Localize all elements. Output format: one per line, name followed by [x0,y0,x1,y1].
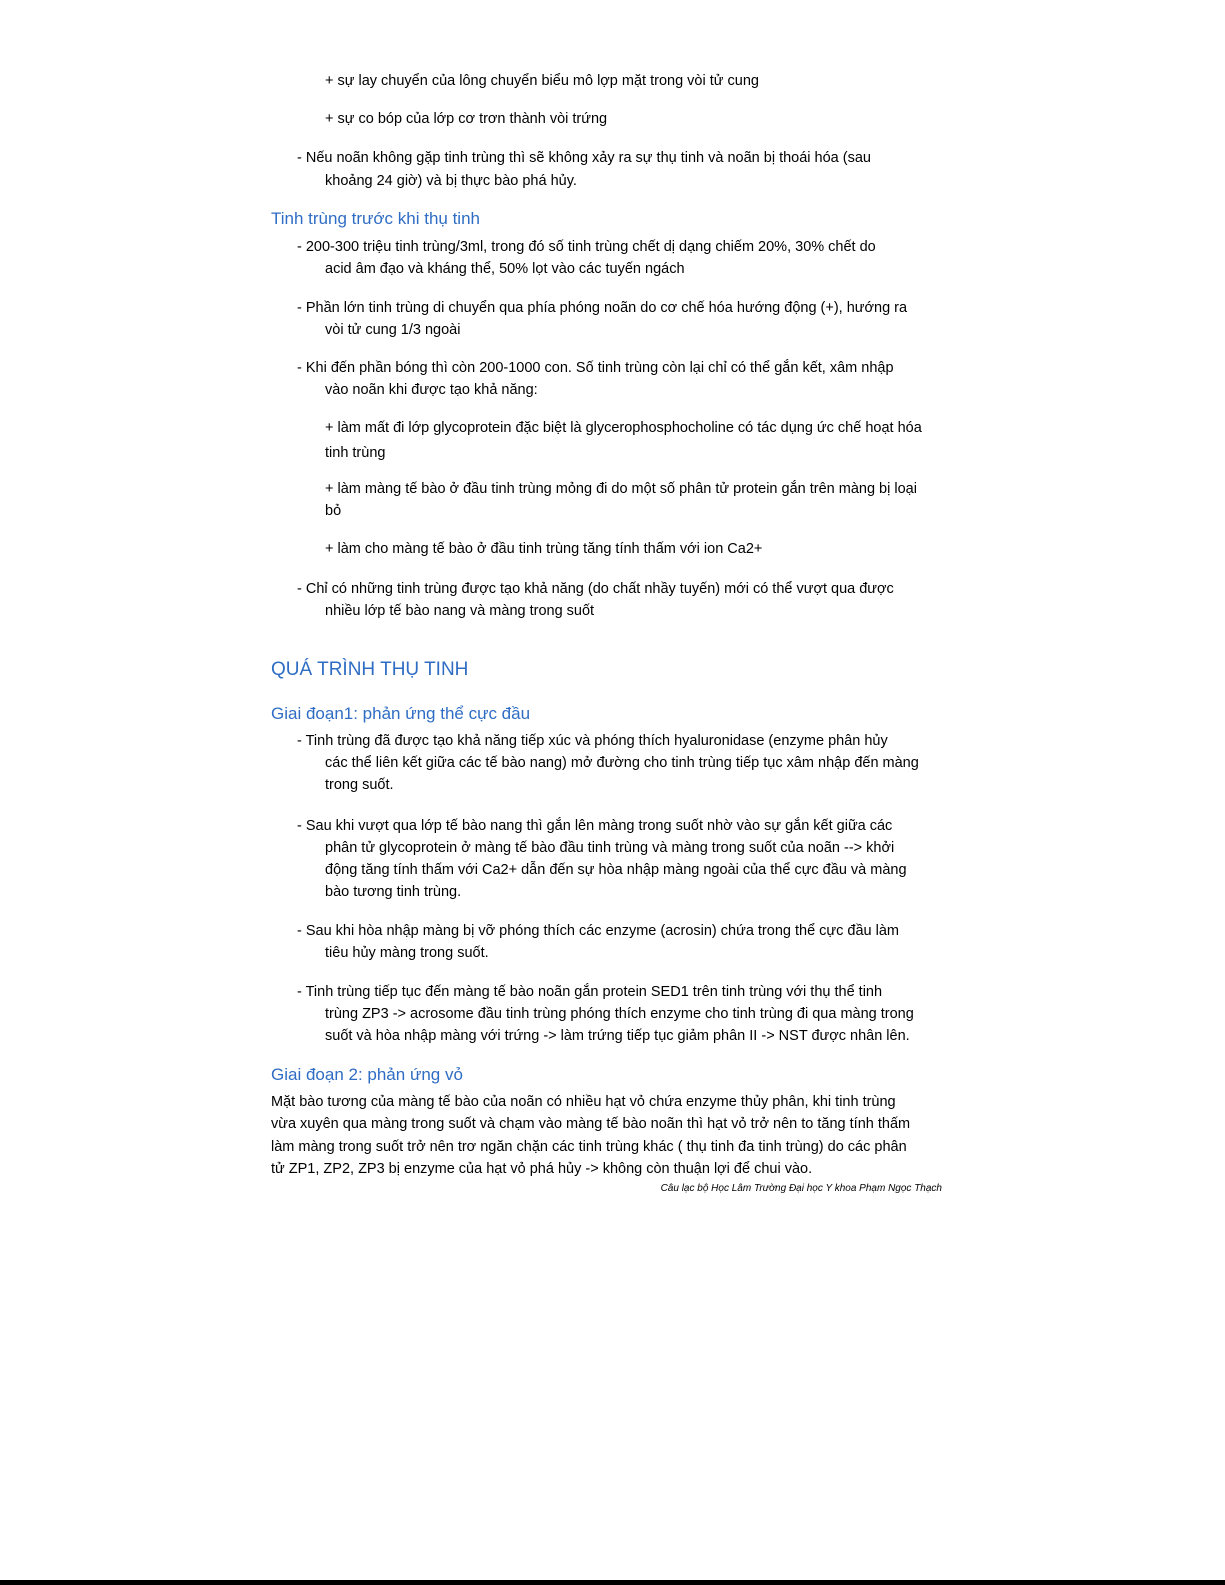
bullet-hyaluronidase-line3: trong suốt. [325,777,394,793]
bullet-sperm-count-line2: acid âm đạo và kháng thể, 50% lọt vào các tuyến ngách [325,261,685,277]
bottom-edge-bar [0,1580,1225,1585]
bullet-sperm-count-line1: - 200-300 triệu tinh trùng/3ml, trong đó số tinh trùng chết dị dạng chiếm 20%, 30% chết do [297,239,876,255]
bullet-hyaluronidase-line2: các thể liên kết giữa các tế bào nang) mở đường cho tinh trùng tiếp tục xâm nhập đến màng [325,755,919,771]
bullet-sed1-line1: - Tinh trùng tiếp tục đến màng tế bào noãn gắn protein SED1 trên tinh trùng với thụ thể tinh [297,984,883,1000]
sub-item-calcium: + làm cho màng tế bào ở đầu tinh trùng tăng tính thấm với ion Ca2+ [325,541,763,557]
bullet-capacitated-only-line1: - Chỉ có những tinh trùng được tạo khả năng (do chất nhầy tuyến) mới có thể vượt qua được [297,581,894,597]
bullet-zona-binding-line1: - Sau khi vượt qua lớp tế bào nang thì gắn lên màng trong suốt nhờ vào sự gắn kết giữa các [297,818,893,834]
bullet-zona-binding-line2: phân tử glycoprotein ở màng tế bào đầu tinh trùng và màng trong suốt của noãn --> khởi [325,840,895,856]
heading-stage-2: Giai đoạn 2: phản ứng vỏ [271,1065,463,1084]
bullet-sed1-line3: suốt và hòa nhập màng với trứng -> làm trứng tiếp tục giảm phân II -> NST được nhân lên. [325,1028,910,1044]
bullet-no-fertilization-line1: - Nếu noãn không gặp tinh trùng thì sẽ không xảy ra sự thụ tinh và noãn bị thoái hóa (sau [297,150,871,166]
sub-item-membrane-line1: + làm màng tế bào ở đầu tinh trùng mỏng đi do một số phân tử protein gắn trên màng bị loại [325,481,917,497]
paragraph-cortical-line1: Mặt bào tương của màng tế bào của noãn có nhiều hạt vỏ chứa enzyme thủy phân, khi tinh trùng [271,1094,896,1110]
bullet-sed1-line2: trùng ZP3 -> acrosome đầu tinh trùng phóng thích enzyme cho tinh trùng đi qua màng trong [325,1006,914,1022]
paragraph-cortical-line2: vừa xuyên qua màng trong suốt và chạm vào màng tế bào noãn thì hạt vỏ trở nên to tăng tính thấm [271,1116,911,1132]
paragraph-cortical-line4: tử ZP1, ZP2, ZP3 bị enzyme của hạt vỏ phá hủy -> không còn thuận lợi để chui vào. [271,1161,813,1177]
bullet-hyaluronidase-line1: - Tinh trùng đã được tạo khả năng tiếp xúc và phóng thích hyaluronidase (enzyme phân hủy [297,733,888,749]
bullet-sperm-movement-line1: - Phần lớn tinh trùng di chuyển qua phía phóng noãn do cơ chế hóa hướng động (+), hướng ra [297,300,908,316]
bullet-zona-binding-line4: bào tương tinh trùng. [325,884,462,900]
bullet-acrosin-line1: - Sau khi hòa nhập màng bị vỡ phóng thích các enzyme (acrosin) chứa trong thể cực đầu làm [297,923,899,939]
bullet-acrosin-line2: tiêu hủy màng trong suốt. [325,945,489,961]
sub-item-glycoprotein-line2: tinh trùng [325,445,386,461]
sub-item-muscle: + sự co bóp của lớp cơ trơn thành vòi trứng [325,111,608,127]
bullet-capacitated-only-line2: nhiều lớp tế bào nang và màng trong suốt [325,603,595,619]
heading-stage-1: Giai đoạn1: phản ứng thể cực đầu [271,704,531,723]
sub-item-membrane-line2: bỏ [325,503,342,519]
sub-item-glycoprotein-line1: + làm mất đi lớp glycoprotein đặc biệt là glycerophosphocholine có tác dụng ức chế hoạt hóa [325,420,922,436]
bullet-sperm-movement-line2: vòi tử cung 1/3 ngoài [325,322,461,338]
heading-sperm-before-fertilization: Tinh trùng trước khi thụ tinh [271,209,480,228]
bullet-capacitation-line1: - Khi đến phần bóng thì còn 200-1000 con. Số tinh trùng còn lại chỉ có thể gắn kết, xâm nhập [297,360,894,376]
paragraph-cortical-line3: làm màng trong suốt trở nên trơ ngăn chặn các tinh trùng khác ( thụ tinh đa tinh trùng) do các phân [271,1139,907,1155]
footer-credit: Câu lạc bộ Học Lâm Trường Đại học Y khoa Phạm Ngọc Thạch [660,1183,942,1194]
bullet-capacitation-line2: vào noãn khi được tạo khả năng: [325,382,538,398]
sub-item-cilia: + sự lay chuyển của lông chuyển biểu mô lợp mặt trong vòi tử cung [325,73,759,89]
bullet-zona-binding-line3: động tăng tính thấm với Ca2+ dẫn đến sự hòa nhập màng ngoài của thể cực đầu và màng [325,862,907,878]
bullet-no-fertilization-line2: khoảng 24 giờ) và bị thực bào phá hủy. [325,173,577,189]
heading-fertilization-process: QUÁ TRÌNH THỤ TINH [271,659,469,680]
